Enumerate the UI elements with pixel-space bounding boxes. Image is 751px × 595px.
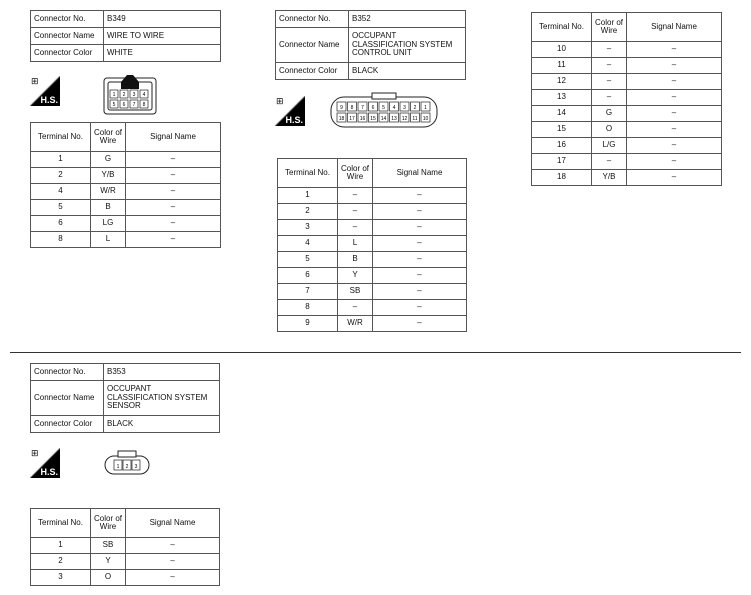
pin-number: 4: [142, 92, 146, 98]
b352-table-row: [532, 106, 722, 122]
signal-name-cell: –: [126, 554, 220, 570]
pin-number: 1: [116, 464, 120, 470]
terminal-no-cell: 7: [278, 284, 338, 300]
b349-connector-name-value: WIRE TO WIRE: [104, 28, 221, 45]
b352-table-row: [278, 316, 467, 332]
wire-color-cell: –: [338, 188, 373, 204]
wire-color-cell: B: [338, 252, 373, 268]
b353-info-table: [30, 363, 220, 433]
signal-name-cell: –: [627, 122, 722, 138]
b352-table-row: [532, 74, 722, 90]
signal-name-cell: –: [627, 154, 722, 170]
b353-connector-diagram: [102, 450, 152, 478]
b353-table-row: [31, 554, 220, 570]
wire-color-cell: –: [592, 42, 627, 58]
signal-name-cell: –: [126, 216, 221, 232]
terminal-no-cell: 10: [532, 42, 592, 58]
b349-connector-diagram: [100, 72, 160, 118]
terminal-no-cell: 14: [532, 106, 592, 122]
b353-hs-icon: [30, 448, 60, 478]
wire-color-cell: –: [592, 58, 627, 74]
signal-name-cell: –: [373, 236, 467, 252]
wire-color-cell: Y: [91, 554, 126, 570]
pin-number: 14: [380, 116, 387, 122]
terminal-no-header: Terminal No.: [31, 123, 91, 152]
section-divider: [10, 352, 741, 353]
harness-connector-icon: ⊞: [31, 448, 39, 458]
b352-connector-diagram: [328, 92, 440, 132]
b353-hs-label: H.S.: [40, 467, 58, 477]
b349-connector-name-row: [31, 28, 221, 45]
signal-name-cell: –: [627, 74, 722, 90]
b353-table-row: [31, 570, 220, 586]
b353-connector-no-row: [31, 364, 220, 381]
terminal-no-cell: 6: [278, 268, 338, 284]
wire-color-cell: LG: [91, 216, 126, 232]
wire-color-header: Color of Wire: [91, 509, 126, 538]
signal-name-header: Signal Name: [126, 509, 220, 538]
b352-connector-color-value: BLACK: [349, 63, 466, 80]
b352-cont-header-row: [532, 13, 722, 42]
terminal-no-cell: 8: [31, 232, 91, 248]
terminal-no-header: Terminal No.: [278, 159, 338, 188]
b349-connector-color-label: Connector Color: [31, 45, 104, 62]
pin-number: 15: [370, 116, 376, 122]
wire-color-cell: O: [91, 570, 126, 586]
terminal-no-cell: 8: [278, 300, 338, 316]
b352-connector-name-label: Connector Name: [276, 28, 349, 63]
wire-color-cell: Y/B: [592, 170, 627, 186]
terminal-no-cell: 2: [278, 204, 338, 220]
b352-connector-name-value: OCCUPANT CLASSIFICATION SYSTEM CONTROL UNIT: [349, 28, 466, 63]
wire-color-cell: –: [338, 204, 373, 220]
b352-table-row: [278, 284, 467, 300]
pin-number: 5: [382, 105, 385, 111]
b352-table-row: [532, 170, 722, 186]
wire-color-cell: W/R: [338, 316, 373, 332]
terminal-no-cell: 11: [532, 58, 592, 74]
signal-name-cell: –: [373, 300, 467, 316]
harness-connector-icon: ⊞: [31, 76, 39, 86]
pin-number: 12: [401, 116, 408, 122]
signal-name-cell: –: [627, 90, 722, 106]
pin-number: 5: [112, 102, 116, 108]
wire-color-cell: –: [592, 154, 627, 170]
terminal-no-cell: 1: [31, 152, 91, 168]
signal-name-cell: –: [627, 138, 722, 154]
pin-number: 18: [338, 116, 345, 122]
b349-table-row: [31, 232, 221, 248]
wire-color-cell: Y: [338, 268, 373, 284]
pin-number: 16: [359, 116, 366, 122]
terminal-no-cell: 18: [532, 170, 592, 186]
wire-color-cell: SB: [91, 538, 126, 554]
signal-name-header: Signal Name: [373, 159, 467, 188]
b353-connector-color-row: [31, 416, 220, 433]
pin-number: 3: [134, 464, 138, 470]
pin-number: 8: [142, 102, 146, 108]
terminal-no-cell: 9: [278, 316, 338, 332]
b349-terminal-table: [30, 122, 221, 248]
terminal-no-cell: 15: [532, 122, 592, 138]
wire-color-cell: O: [592, 122, 627, 138]
b352-table-row: [532, 58, 722, 74]
b352-connector-color-label: Connector Color: [276, 63, 349, 80]
signal-name-cell: –: [373, 252, 467, 268]
pin-number: 1: [424, 105, 427, 111]
signal-name-cell: –: [126, 538, 220, 554]
b352-table-row: [278, 236, 467, 252]
b349-info-table: [30, 10, 221, 62]
b352-table-row: [532, 122, 722, 138]
b353-connector-name-label: Connector Name: [31, 381, 104, 416]
b352-terminal-table: [277, 158, 467, 332]
terminal-no-cell: 1: [31, 538, 91, 554]
b352-table-row: [532, 42, 722, 58]
b353-terminal-table: [30, 508, 220, 586]
b349-connector-no-row: [31, 11, 221, 28]
pin-number: 2: [125, 464, 129, 470]
signal-name-header: Signal Name: [126, 123, 221, 152]
signal-name-cell: –: [373, 204, 467, 220]
wire-color-cell: L/G: [592, 138, 627, 154]
pin-number: 10: [422, 116, 429, 122]
wire-color-header: Color of Wire: [338, 159, 373, 188]
terminal-no-header: Terminal No.: [31, 509, 91, 538]
b353-connector-color-value: BLACK: [104, 416, 220, 433]
terminal-no-cell: 4: [31, 184, 91, 200]
terminal-no-cell: 2: [31, 168, 91, 184]
signal-name-cell: –: [627, 106, 722, 122]
pin-number: 6: [371, 105, 375, 111]
pin-number: 3: [403, 105, 406, 111]
b349-table-row: [31, 184, 221, 200]
signal-name-cell: –: [126, 232, 221, 248]
b353-connector-color-label: Connector Color: [31, 416, 104, 433]
pin-number: 3: [132, 92, 136, 98]
wire-color-header: Color of Wire: [592, 13, 627, 42]
b353-connector-name-row: [31, 381, 220, 416]
b352-connector-no-row: [276, 11, 466, 28]
b352-hs-label: H.S.: [285, 115, 303, 125]
signal-name-cell: –: [126, 570, 220, 586]
b353-header-row: [31, 509, 220, 538]
b352-connector-no-value: B352: [349, 11, 466, 28]
pin-number: 8: [350, 105, 354, 111]
b353-table-row: [31, 538, 220, 554]
terminal-no-cell: 12: [532, 74, 592, 90]
signal-name-header: Signal Name: [627, 13, 722, 42]
signal-name-cell: –: [373, 268, 467, 284]
b352-table-row: [278, 252, 467, 268]
b352-info-table: [275, 10, 466, 80]
b349-connector-color-row: [31, 45, 221, 62]
terminal-no-cell: 5: [31, 200, 91, 216]
pin-number: 2: [122, 92, 126, 98]
signal-name-cell: –: [627, 170, 722, 186]
terminal-no-cell: 3: [31, 570, 91, 586]
wire-color-cell: SB: [338, 284, 373, 300]
signal-name-cell: –: [373, 188, 467, 204]
pin-number: 2: [413, 105, 417, 111]
b349-connector-color-value: WHITE: [104, 45, 221, 62]
signal-name-cell: –: [627, 58, 722, 74]
b349-table-row: [31, 200, 221, 216]
pin-number: 1: [112, 92, 116, 98]
signal-name-cell: –: [373, 220, 467, 236]
signal-name-cell: –: [373, 316, 467, 332]
pin-number: 7: [361, 105, 364, 111]
b349-connector-no-value: B349: [104, 11, 221, 28]
b352-header-row: [278, 159, 467, 188]
b352-table-row: [278, 268, 467, 284]
b349-table-row: [31, 168, 221, 184]
b349-connector-no-label: Connector No.: [31, 11, 104, 28]
b352-connector-color-row: [276, 63, 466, 80]
terminal-no-cell: 13: [532, 90, 592, 106]
pin-number: 11: [412, 116, 418, 122]
wire-color-cell: Y/B: [91, 168, 126, 184]
wire-color-cell: L: [91, 232, 126, 248]
wire-color-cell: L: [338, 236, 373, 252]
b352-table-row: [278, 300, 467, 316]
wire-color-cell: G: [91, 152, 126, 168]
b349-connector-name-label: Connector Name: [31, 28, 104, 45]
b352-hs-icon: [275, 96, 305, 126]
wire-color-cell: –: [338, 300, 373, 316]
b349-hs-label: H.S.: [40, 95, 58, 105]
b353-connector-no-value: B353: [104, 364, 220, 381]
b352-table-row: [532, 90, 722, 106]
wire-color-cell: –: [592, 90, 627, 106]
b349-table-row: [31, 152, 221, 168]
b352-terminal-table-cont: [531, 12, 722, 186]
b349-header-row: [31, 123, 221, 152]
pin-number: 9: [340, 105, 343, 111]
wire-color-cell: B: [91, 200, 126, 216]
b352-table-row: [532, 138, 722, 154]
terminal-no-cell: 5: [278, 252, 338, 268]
b352-table-row: [278, 188, 467, 204]
terminal-no-cell: 16: [532, 138, 592, 154]
signal-name-cell: –: [126, 168, 221, 184]
signal-name-cell: –: [126, 152, 221, 168]
b352-table-row: [532, 154, 722, 170]
pin-number: 7: [132, 102, 136, 108]
b352-connector-name-row: [276, 28, 466, 63]
terminal-no-cell: 17: [532, 154, 592, 170]
signal-name-cell: –: [126, 184, 221, 200]
harness-connector-icon: ⊞: [276, 96, 284, 106]
signal-name-cell: –: [627, 42, 722, 58]
terminal-no-header: Terminal No.: [532, 13, 592, 42]
wire-color-cell: –: [592, 74, 627, 90]
b349-hs-icon: [30, 76, 60, 106]
pin-number: 13: [391, 116, 397, 122]
wire-color-cell: –: [338, 220, 373, 236]
terminal-no-cell: 4: [278, 236, 338, 252]
b352-table-row: [278, 220, 467, 236]
terminal-no-cell: 2: [31, 554, 91, 570]
terminal-no-cell: 3: [278, 220, 338, 236]
signal-name-cell: –: [373, 284, 467, 300]
terminal-no-cell: 1: [278, 188, 338, 204]
b353-connector-no-label: Connector No.: [31, 364, 104, 381]
wire-color-cell: G: [592, 106, 627, 122]
signal-name-cell: –: [126, 200, 221, 216]
b353-connector-name-value: OCCUPANT CLASSIFICATION SYSTEM SENSOR: [104, 381, 220, 416]
b352-table-row: [278, 204, 467, 220]
wire-color-header: Color of Wire: [91, 123, 126, 152]
wire-color-cell: W/R: [91, 184, 126, 200]
b349-table-row: [31, 216, 221, 232]
terminal-no-cell: 6: [31, 216, 91, 232]
pin-number: 6: [122, 102, 126, 108]
b352-connector-no-label: Connector No.: [276, 11, 349, 28]
pin-number: 4: [392, 105, 396, 111]
pin-number: 17: [349, 116, 355, 122]
